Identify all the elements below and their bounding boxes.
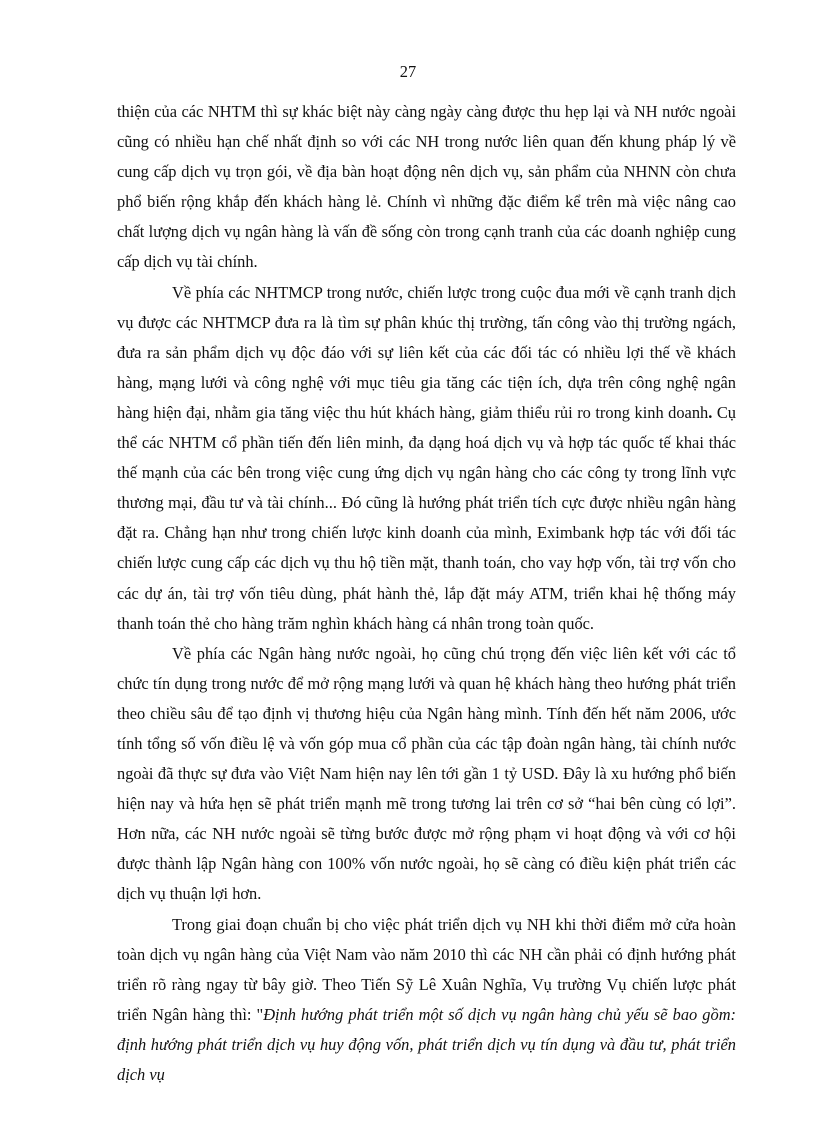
- paragraph-4: [117, 910, 736, 1091]
- paragraph-4-text-before: Trong giai đoạn chuẩn bị cho việc phát triển dịch vụ NH khi thời điểm mở cửa hoàn toàn dịch vụ ngân hàng của Việt Nam vào năm 2010 thì các NH cần phải có định hướng phát triển rõ ràng ngay từ bây giờ. Theo Tiến Sỹ Lê Xuân Nghĩa, Vụ trường Vụ chiến lược phát triển Ngân hàng thì: ": [117, 914, 736, 1024]
- paragraph-1: thiện của các NHTM thì sự khác biệt này càng ngày càng được thu hẹp lại và NH nước ngoài cũng có nhiều hạn chế nhất định so với các NH trong nước liên quan đến khung pháp lý về cung cấp dịch vụ trọn gói, về địa bàn hoạt động nên dịch vụ, sản phẩm của NHNN còn chưa phổ biến rộng khắp đến khách hàng lẻ. Chính vì những đặc điểm kể trên mà việc nâng cao chất lượng dịch vụ ngân hàng là vấn đề sống còn trong cạnh tranh của các doanh nghiệp cung cấp dịch vụ tài chính.: [117, 102, 736, 272]
- paragraph-2-text-before: Về phía các NHTMCP trong nước, chiến lược trong cuộc đua mới về cạnh tranh dịch vụ được các NHTMCP đưa ra là tìm sự phân khúc thị trường, tấn công vào thị trường ngách, đưa ra sản phẩm dịch vụ độc đáo với sự liên kết của các đối tác có nhiều lợi thế về khách hàng, mạng lưới và công nghệ với mục tiêu gia tăng các tiện ích, dựa trên công nghệ ngân hàng hiện đại, nhằm gia tăng việc thu hút khách hàng, giảm thiểu rủi ro trong kinh doanh: [117, 282, 736, 422]
- paragraph-2-bold-period: .: [708, 402, 713, 422]
- paragraph-4-italic-quote: Định hướng phát triển một số dịch vụ ngân hàng chủ yếu sẽ bao gồm: định hướng phát triển dịch vụ huy động vốn, phát triển dịch vụ tín dụng và đầu tư, phát triển dịch vụ: [117, 1004, 736, 1084]
- page-number: 27: [399, 62, 417, 81]
- paragraph-3: Về phía các Ngân hàng nước ngoài, họ cũng chú trọng đến việc liên kết với các tổ chức tín dụng trong nước để mở rộng mạng lưới và quan hệ khách hàng theo hướng phát triển theo chiều sâu để tạo định vị thương hiệu của Ngân hàng mình. Tính đến hết năm 2006, ước tính tổng số vốn điều lệ và vốn góp mua cổ phần của các tập đoàn ngân hàng, tài chính nước ngoài đã thực sự đưa vào Việt Nam hiện nay lên tới gần 1 tỷ USD. Đây là xu hướng phổ biến hiện nay và hứa hẹn sẽ phát triển mạnh mẽ trong tương lai trên cơ sở “hai bên cùng có lợi”. Hơn nữa, các NH nước ngoài sẽ từng bước được mở rộng phạm vi hoạt động và với cơ hội được thành lập Ngân hàng con 100% vốn nước ngoài, họ sẽ càng có điều kiện phát triển các dịch vụ thuận lợi hơn.: [117, 643, 736, 904]
- body-text: [117, 97, 736, 1090]
- paragraph-2: [117, 278, 736, 639]
- paragraph-2-text-after: Cụ thể các NHTM cổ phần tiến đến liên minh, đa dạng hoá dịch vụ và hợp tác quốc tế khai thác thế mạnh của các bên trong việc cung ứng dịch vụ ngân hàng cho các công ty trong lĩnh vực thương mại, đầu tư và tài chính... Đó cũng là hướng phát triển tích cực được nhiều ngân hàng đặt ra. Chẳng hạn như trong chiến lược kinh doanh của mình, Eximbank hợp tác với đối tác chiến lược cung cấp các dịch vụ thu hộ tiền mặt, thanh toán, cho vay hợp vốn, tài trợ vốn cho các dự án, tài trợ vốn tiêu dùng, phát hành thẻ, lắp đặt máy ATM, triển khai hệ thống máy thanh toán thẻ cho hàng trăm nghìn khách hàng cá nhân trong toàn quốc.: [117, 402, 736, 633]
